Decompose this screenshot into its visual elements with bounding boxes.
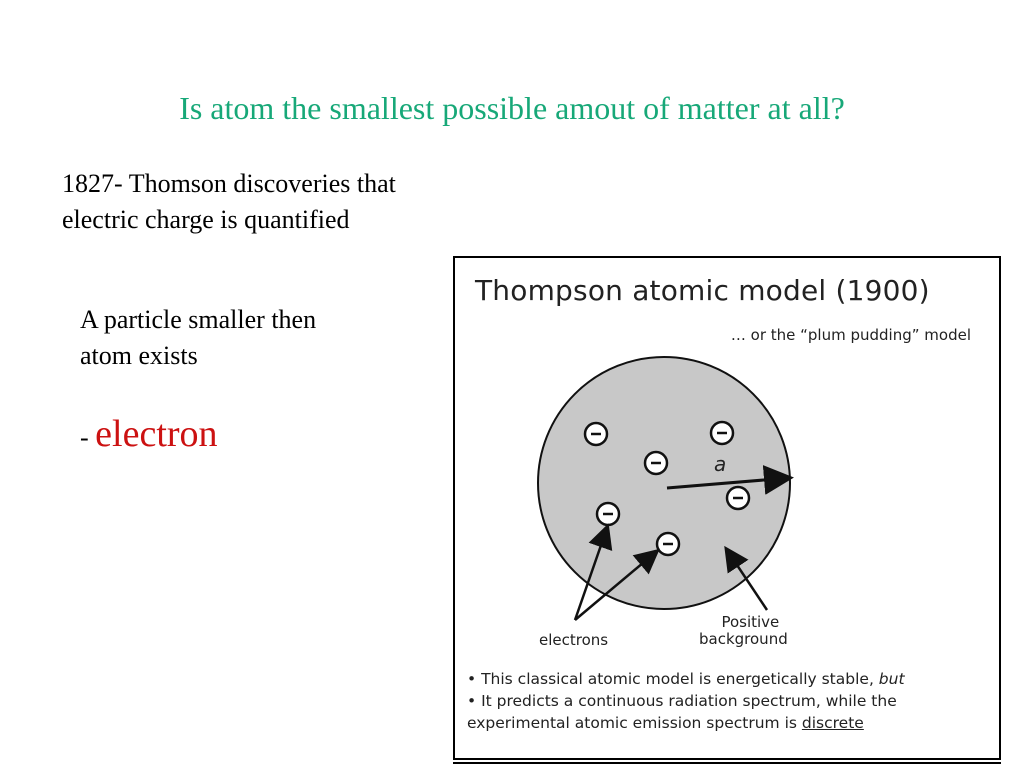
figure-bottom-edge xyxy=(453,762,1001,764)
note-3-text: experimental atomic emission spectrum is xyxy=(467,714,802,732)
atom-sphere xyxy=(538,357,790,609)
electron xyxy=(645,452,667,474)
positive-label-line-2: background xyxy=(699,630,788,648)
electron xyxy=(711,422,733,444)
point-text xyxy=(80,302,420,374)
figure-subtitle: … or the “plum pudding” model xyxy=(730,326,971,344)
point-line-2: atom exists xyxy=(80,341,198,370)
intro-line-1: 1827- Thomson discoveries that xyxy=(62,169,396,198)
thomson-model-figure xyxy=(453,256,1001,760)
positive-label xyxy=(699,614,788,648)
figure-notes xyxy=(467,668,997,734)
note-2: • It predicts a continuous radiation spectrum, while the xyxy=(467,692,897,710)
slide-title: Is atom the smallest possible amout of matter at all? xyxy=(179,90,845,126)
intro-line-2: electric charge is quantified xyxy=(62,205,350,234)
bullet-dash: - xyxy=(80,423,89,452)
electron xyxy=(727,487,749,509)
electrons-label: electrons xyxy=(539,631,609,649)
point-line-1: A particle smaller then xyxy=(80,305,317,334)
electron-word: electron xyxy=(95,413,218,455)
electron xyxy=(597,503,619,525)
electron xyxy=(657,533,679,555)
electron xyxy=(585,423,607,445)
note-1 xyxy=(467,668,997,690)
radius-label: a xyxy=(714,452,727,476)
positive-label-line-1: Positive xyxy=(721,613,780,631)
intro-text xyxy=(62,166,532,238)
electron-bullet xyxy=(80,412,218,456)
note-3 xyxy=(467,712,997,734)
note-1-text: • This classical atomic model is energetically stable, xyxy=(467,670,879,688)
note-3-underlined: discrete xyxy=(801,714,864,732)
figure-title: Thompson atomic model (1900) xyxy=(475,274,930,307)
note-1-italic: but xyxy=(878,670,905,688)
